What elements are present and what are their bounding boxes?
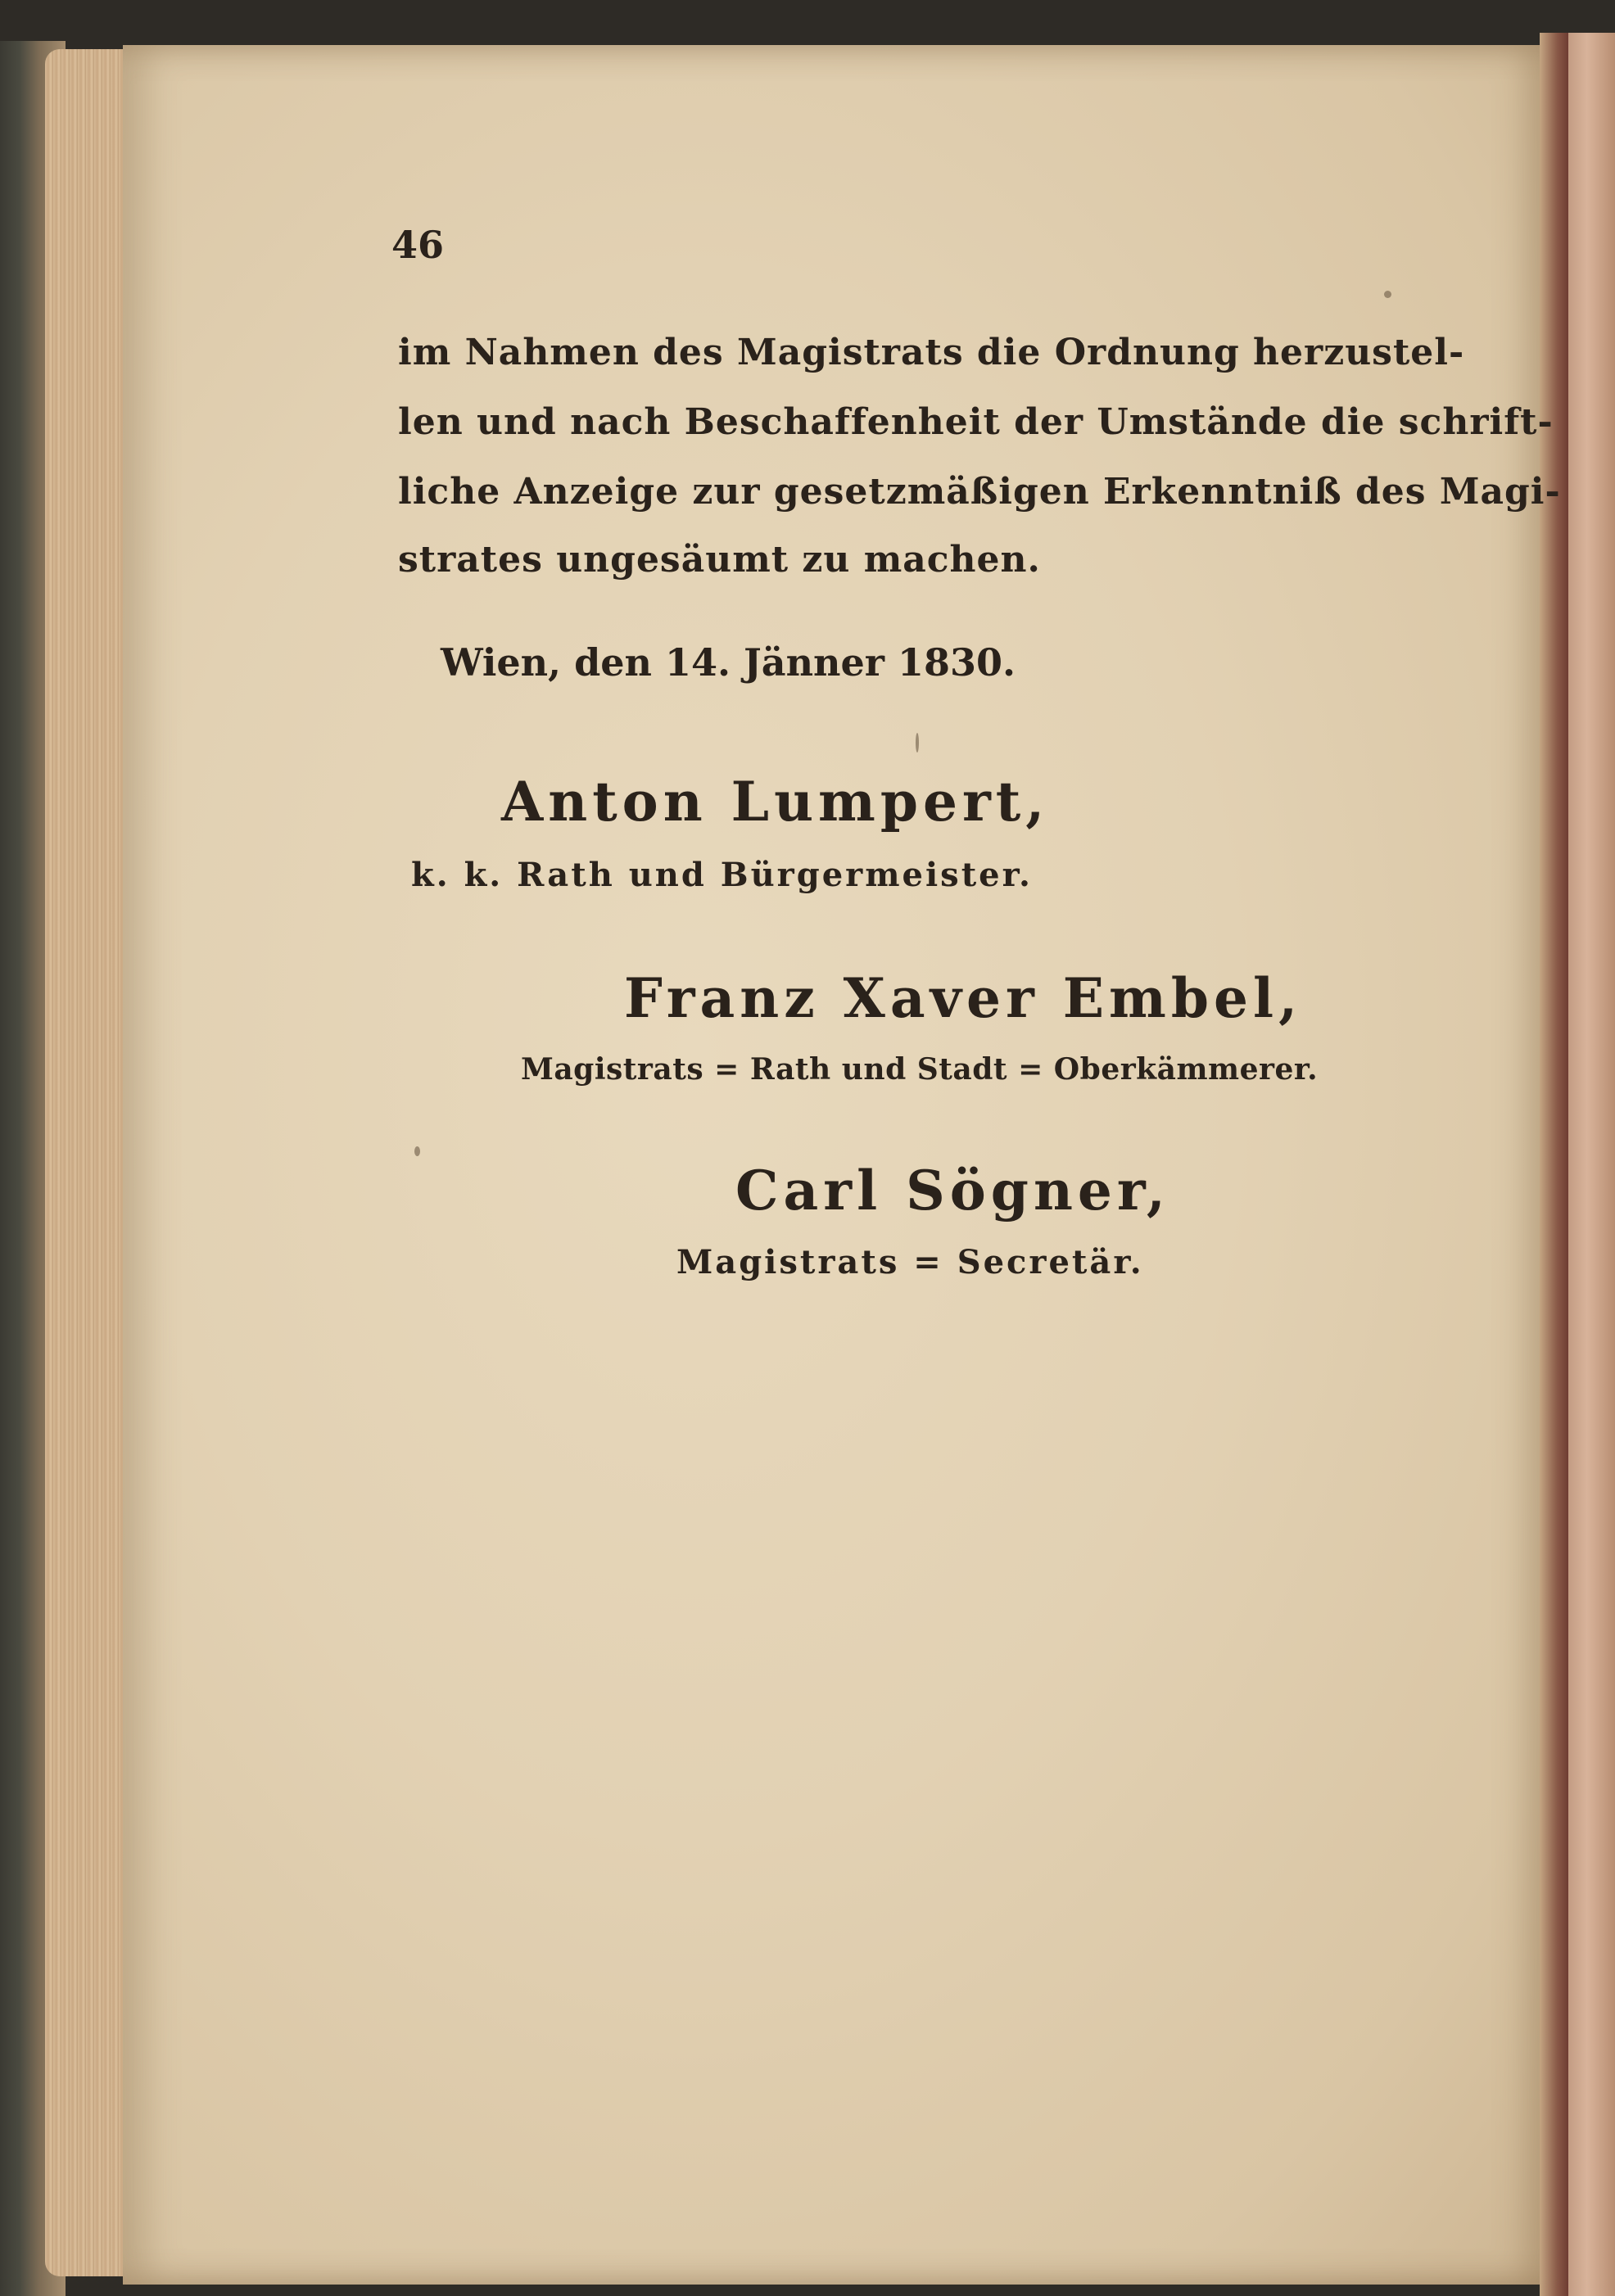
page-edges <box>45 49 135 2276</box>
paper-speck <box>414 1146 420 1156</box>
body-line-4: strates ungesäumt zu machen. <box>398 539 1041 581</box>
signatory-name-3: Carl Sögner, <box>735 1159 1170 1223</box>
facing-page-edge <box>1568 33 1615 2296</box>
body-line-3: liche Anzeige zur gesetzmäßigen Erkenntniß des Magi- <box>398 471 1561 513</box>
signatory-name-1: Anton Lumpert, <box>501 770 1050 834</box>
paper-speck <box>1384 291 1391 298</box>
paper-speck <box>916 733 919 753</box>
signatory-title-1: k. k. Rath und Bürgermeister. <box>411 856 1033 894</box>
book-gutter <box>1540 33 1568 2296</box>
signatory-name-2: Franz Xaver Embel, <box>624 966 1303 1030</box>
body-line-1: im Nahmen des Magistrats die Ordnung herzustel- <box>398 332 1465 373</box>
body-line-2: len und nach Beschaffenheit der Umstände die schrift- <box>398 401 1554 443</box>
date-line: Wien, den 14. Jänner 1830. <box>441 640 1016 685</box>
signatory-title-3: Magistrats = Secretär. <box>676 1243 1144 1281</box>
signatory-title-2: Magistrats = Rath und Stadt = Oberkämmerer. <box>521 1052 1319 1087</box>
page-number: 46 <box>391 223 445 267</box>
